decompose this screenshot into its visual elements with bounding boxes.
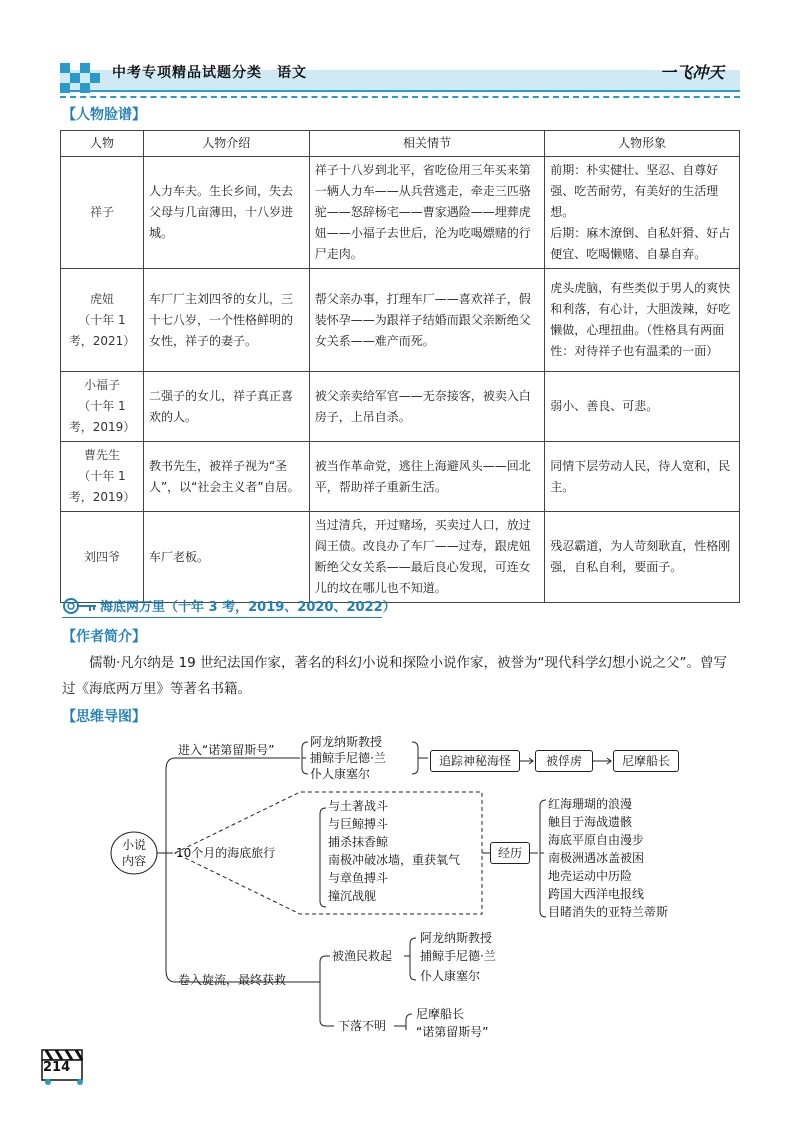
character-name: 虎妞: [89, 291, 114, 306]
character-exam-note: （十年 1 考，2021）: [68, 312, 136, 348]
mind-map-event: 与土著战斗: [328, 799, 389, 813]
header-checker-decoration: [60, 63, 104, 93]
section-mindmap: 【思维导图】: [62, 709, 146, 725]
character-name-cell: [61, 372, 144, 442]
page-header: [0, 0, 800, 100]
character-image: 弱小、善良、可悲。: [545, 372, 740, 442]
character-name: 刘四爷: [61, 512, 144, 603]
character-exam-note: （十年 1 考，2019）: [68, 399, 136, 434]
mind-map-experience: 地壳运动中历险: [548, 869, 633, 883]
header-title: 中考专项精品试题分类 语文: [112, 65, 307, 81]
character-plot: 祥子十八岁到北平，省吃俭用三年买来第一辆人力车——从兵营逃走，牵走三匹骆驼——怒辞杨宅——曹家遇险——埋葬虎妞——小福子去世后，沦为吃喝嫖赌的行尸走肉。: [309, 157, 545, 269]
page-number: 214: [43, 1060, 71, 1075]
character-intro: 车厂厂主刘四爷的女儿，三十七八岁，一个性格鲜明的女性，祥子的妻子。: [143, 269, 309, 372]
character-name: 曹先生: [83, 448, 120, 462]
mind-map-rescued: 被渔民救起: [332, 949, 393, 963]
table-row: [61, 372, 740, 442]
character-name: 小福子: [83, 378, 120, 392]
mind-map-person: 仆人康塞尔: [310, 767, 371, 781]
mind-map-box-chase: 追踪神秘海怪: [430, 750, 520, 772]
character-image: 虎头虎脑，有些类似于男人的爽快和利落，有心计，大胆泼辣，好吃懒做，心理扭曲。（性格具有两面性：对待祥子也有温柔的一面）: [545, 269, 740, 372]
mind-map-event: 与巨鲸搏斗: [328, 817, 389, 831]
table-row: [61, 269, 740, 372]
character-image: 残忍霸道，为人苛刻耿直，性格刚强，自私自利，要面子。: [545, 512, 740, 603]
table-header-row: [61, 131, 740, 157]
character-intro: 教书先生，被祥子视为“圣人”，以“社会主义者”自居。: [143, 442, 309, 512]
mind-map-box-nemo: 尼摩船长: [613, 750, 679, 772]
header-brand: 一飞冲天: [660, 63, 725, 82]
character-image: 同情下层劳动人民，待人宽和，民主。: [545, 442, 740, 512]
character-intro: 车厂老板。: [143, 512, 309, 603]
table-row: [61, 442, 740, 512]
novel-title-underline: [62, 617, 382, 618]
key-icon: [62, 595, 98, 617]
mind-map-event: 撞沉战舰: [328, 889, 377, 903]
table-header-cell: 人物: [61, 131, 144, 157]
section-characters: 【人物脸谱】: [62, 107, 146, 123]
mind-map-event: 与章鱼搏斗: [328, 871, 389, 885]
mind-map-submarine: “诺第留斯号”: [416, 1025, 489, 1039]
character-image-late: 后期：麻木潦倒、自私奸猾、好占便宜、吃喝懒赌、自暴自弃。: [550, 226, 731, 261]
character-plot: 帮父亲办事，打理车厂——喜欢祥子，假装怀孕——为跟祥子结婚而跟父亲断绝父女关系——难产而死。: [309, 269, 545, 372]
table-row: [61, 512, 740, 603]
mind-map-experience: 触目于海战遗骸: [548, 815, 633, 829]
table-header-cell: 人物介绍: [143, 131, 309, 157]
mind-map-branch-enter: 进入“诺第留斯号”: [178, 743, 275, 757]
mind-map-person: 仆人康塞尔: [420, 969, 481, 983]
character-name: 祥子: [61, 157, 144, 269]
character-plot: 被父亲卖给军官——无奈接客，被卖入白房子，上吊自杀。: [309, 372, 545, 442]
novel-title: 海底两万里（十年 3 考，2019、2020、2022）: [100, 600, 396, 615]
character-image-early: 前期：朴实健壮、坚忍、自尊好强、吃苦耐劳，有美好的生活理想。: [550, 163, 719, 219]
character-plot: 被当作革命党，逃往上海避风头——回北平，帮助祥子重新生活。: [309, 442, 545, 512]
mind-map-missing: 下落不明: [338, 1019, 387, 1033]
character-name-cell: [61, 269, 144, 372]
mind-map-person: 捕鲸手尼德·兰: [420, 949, 496, 963]
character-plot: 当过清兵，开过赌场，买卖过人口，放过阎王债。改良办了车厂——过寿，跟虎妞断绝父女关系——最后良心发现，可连女儿的坟在哪儿也不知道。: [309, 512, 545, 603]
mind-map-experience: 跨国大西洋电报线: [548, 887, 645, 901]
table-row: [61, 157, 740, 269]
mind-map-root: 小说 内容: [121, 838, 146, 868]
character-exam-note: （十年 1 考，2019）: [68, 469, 136, 504]
mind-map-branch-voyage: 10个月的海底旅行: [176, 846, 276, 860]
mind-map-box-captured: 被俘虏: [535, 750, 593, 772]
mind-map-event: 南极冲破冰墙，重获氧气: [328, 853, 461, 867]
mind-map-person: 尼摩船长: [416, 1007, 465, 1021]
header-dashed-rule: [60, 96, 740, 98]
mind-map-branch-rescue: 卷入旋流，最终获救: [178, 973, 287, 987]
mind-map-event: 捕杀抹香鲸: [328, 835, 389, 849]
table-header-cell: 相关情节: [309, 131, 545, 157]
table-header-cell: 人物形象: [545, 131, 740, 157]
mind-map-experience: 红海珊瑚的浪漫: [548, 797, 633, 811]
mind-map-person: 阿龙纳斯教授: [310, 735, 383, 749]
mind-map-box-experience: 经历: [490, 842, 530, 864]
mind-map-person: 阿龙纳斯教授: [420, 931, 493, 945]
mind-map-experience: 海底平原自由漫步: [548, 833, 645, 847]
character-table: [60, 130, 740, 603]
mind-map-person: 捕鲸手尼德·兰: [310, 751, 386, 765]
character-intro: 二强子的女儿，祥子真正喜欢的人。: [143, 372, 309, 442]
mind-map: [90, 730, 710, 1039]
mind-map-experience: 目睹消失的亚特兰蒂斯: [548, 905, 669, 919]
header-rule: [60, 90, 740, 92]
mind-map-experience: 南极洲遇冰盖被困: [548, 851, 645, 865]
character-name-cell: [61, 442, 144, 512]
author-paragraph: 儒勒·凡尔纳是 19 世纪法国作家，著名的科幻小说和探险小说作家，被誉为“现代科学幻想小说之父”。曾写过《海底两万里》等著名书籍。: [62, 655, 728, 697]
section-author: 【作者简介】: [62, 629, 146, 645]
character-intro: 人力车夫。生长乡间，失去父母与几亩薄田，十八岁进城。: [143, 157, 309, 269]
character-image: [545, 157, 740, 269]
